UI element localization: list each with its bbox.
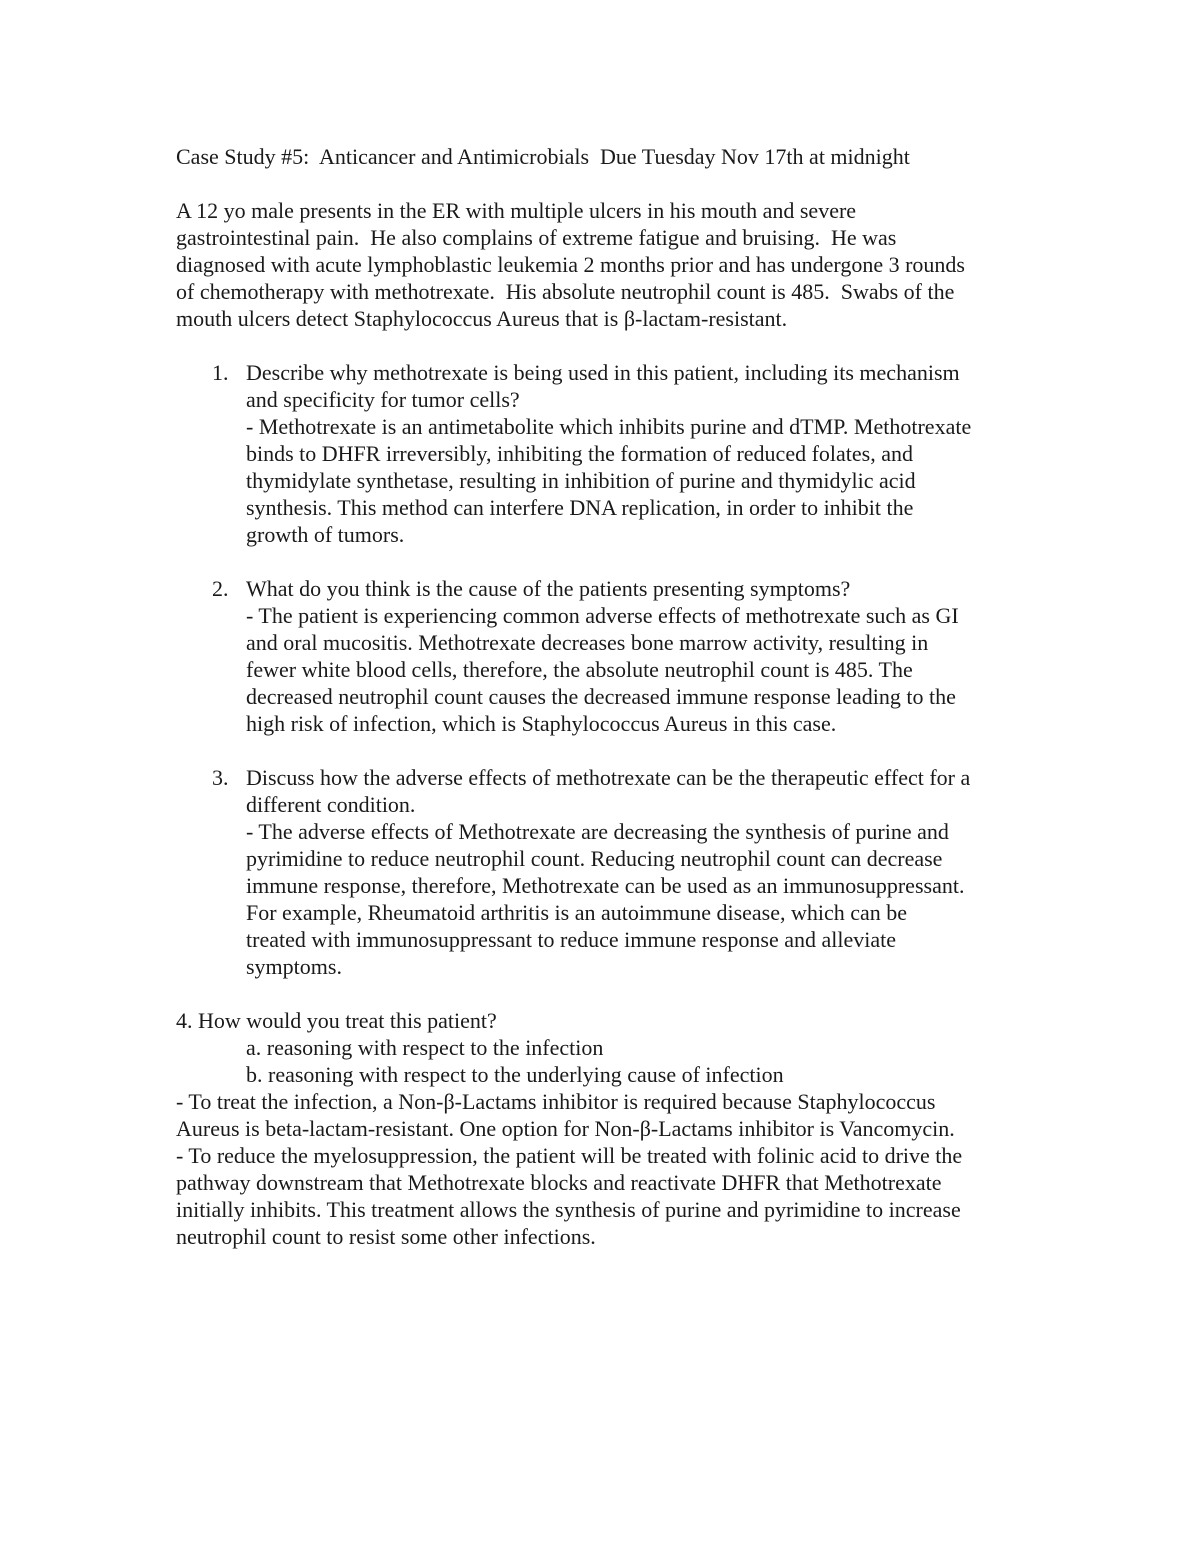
answer-line: thymidylate synthetase, resulting in inhibition of purine and thymidylic acid: [246, 468, 916, 493]
answer-line: initially inhibits. This treatment allows the synthesis of purine and pyrimidine to increase: [176, 1197, 961, 1222]
question-number: 3.: [212, 765, 229, 790]
answer-line: pathway downstream that Methotrexate blocks and reactivate DHFR that Methotrexate: [176, 1170, 942, 1195]
intro-line: gastrointestinal pain. He also complains of extreme fatigue and bruising. He was: [176, 225, 897, 250]
sub-question-b: b. reasoning with respect to the underlying cause of infection: [246, 1062, 784, 1087]
answer-line: immune response, therefore, Methotrexate can be used as an immunosuppressant.: [246, 873, 965, 898]
answer-line: - The adverse effects of Methotrexate are decreasing the synthesis of purine and: [246, 819, 949, 844]
answer-line: growth of tumors.: [246, 522, 405, 547]
answer-line: pyrimidine to reduce neutrophil count. Reducing neutrophil count can decrease: [246, 846, 943, 871]
sub-question-a: a. reasoning with respect to the infection: [246, 1035, 604, 1060]
answer-line: - The patient is experiencing common adverse effects of methotrexate such as GI: [246, 603, 959, 628]
answer-line: high risk of infection, which is Staphylococcus Aureus in this case.: [246, 711, 837, 736]
question-line: different condition.: [246, 792, 416, 817]
intro-line: mouth ulcers detect Staphylococcus Aureus that is β-lactam-resistant.: [176, 306, 788, 331]
question-number: 1.: [212, 360, 229, 385]
intro-line: of chemotherapy with methotrexate. His absolute neutrophil count is 485. Swabs of the: [176, 279, 955, 304]
intro-line: A 12 yo male presents in the ER with multiple ulcers in his mouth and severe: [176, 198, 857, 223]
question-line: What do you think is the cause of the patients presenting symptoms?: [246, 576, 851, 601]
question-line: Discuss how the adverse effects of methotrexate can be the therapeutic effect for a: [246, 765, 971, 790]
answer-line: and oral mucositis. Methotrexate decreases bone marrow activity, resulting in: [246, 630, 929, 655]
answer-line: For example, Rheumatoid arthritis is an autoimmune disease, which can be: [246, 900, 908, 925]
answer-line: decreased neutrophil count causes the decreased immune response leading to the: [246, 684, 956, 709]
question-heading: 4. How would you treat this patient?: [176, 1008, 497, 1033]
intro-line: diagnosed with acute lymphoblastic leukemia 2 months prior and has undergone 3 rounds: [176, 252, 965, 277]
answer-line: fewer white blood cells, therefore, the absolute neutrophil count is 485. The: [246, 657, 913, 682]
question-line: and specificity for tumor cells?: [246, 387, 520, 412]
answer-line: - To treat the infection, a Non-β-Lactams inhibitor is required because Staphylococcus: [176, 1089, 936, 1114]
answer-line: treated with immunosuppressant to reduce immune response and alleviate: [246, 927, 897, 952]
answer-line: - To reduce the myelosuppression, the patient will be treated with folinic acid to drive the: [176, 1143, 963, 1168]
answer-line: Aureus is beta-lactam-resistant. One option for Non-β-Lactams inhibitor is Vancomycin.: [176, 1116, 955, 1141]
question-line: Describe why methotrexate is being used in this patient, including its mechanism: [246, 360, 960, 385]
answer-line: synthesis. This method can interfere DNA replication, in order to inhibit the: [246, 495, 914, 520]
answer-line: - Methotrexate is an antimetabolite which inhibits purine and dTMP. Methotrexate: [246, 414, 972, 439]
answer-line: symptoms.: [246, 954, 342, 979]
answer-line: neutrophil count to resist some other infections.: [176, 1224, 596, 1249]
question-number: 2.: [212, 576, 229, 601]
document-title: Case Study #5: Anticancer and Antimicrobials Due Tuesday Nov 17th at midnight: [176, 144, 910, 169]
answer-line: binds to DHFR irreversibly, inhibiting the formation of reduced folates, and: [246, 441, 913, 466]
